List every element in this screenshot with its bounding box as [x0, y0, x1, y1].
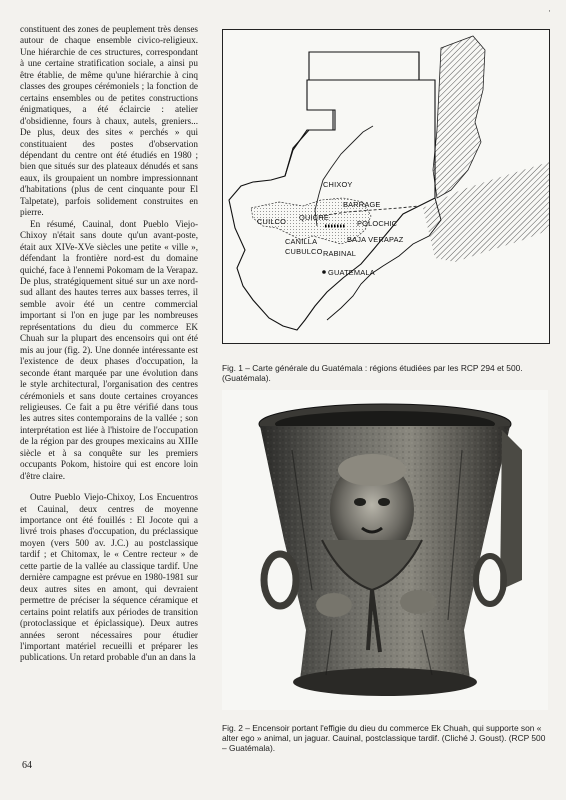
- map-label-canilla: CANILLA: [285, 237, 318, 246]
- map-label-polochic: POLOCHIC: [357, 219, 398, 228]
- guatemala-map: [223, 30, 549, 343]
- figure-1-caption: Fig. 1 – Carte générale du Guatémala : régions étudiées par les RCP 294 et 500. (Guatémala).: [222, 363, 523, 383]
- west-border: [285, 110, 335, 176]
- map-label-baja-verapaz: BAJA VERAPAZ: [347, 235, 404, 244]
- paragraph-3: Outre Pueblo Viejo-Chixoy, Los Encuentros et Cauinal, deux centres de moyenne importance ont été fouillés : El Jocote qui a livré trois phases d'occupation, du préclassique moyen (vers 500 av. J.C.) au postclassique tardif ; et Chitomax, le « Centre recteur » de cette partie de la vallée au classique tardif. Une dernière campagne est prévue en 1980-1981 sur deux autres sites en amont, qui devraient permettre de préciser la séquence céramique et certains point relatifs aux périodes de transition (protoclassique et épiclassique). Deux autres années seront nécessaires pour étudier l'important matériel recueilli et préparer les publications. Un retard probable d'un an dans la: [20, 492, 198, 663]
- margin-mark: ·: [548, 6, 551, 16]
- censer-photo: [222, 390, 548, 710]
- guatemala-city-marker: [322, 270, 326, 274]
- map-figure: [222, 29, 550, 344]
- paragraph-1: constituent des zones de peuplement très denses autour de chaque ensemble civico-religieux. Une hiérarchie de ces structures, correspondant à une certaine stratification sociale, a ainsi pu être établie, de même qu'une hiérarchie à cinq classes des groupes cérémoniels ; la fonction de certains ensembles ou de petites constructions énigmatiques, a été éclaircie : atelier d'obsidienne, fours à chaux, autels, greniers... De plus, deux des sites « perchés » qui constituaient des postes d'observation dépendant du centre ont été étudiés en 1980 ; bien que situés sur des plateaux dénudés et sans eaux, ils groupaient un nombre impressionnant d'habitations (plus de cent cinquante pour El Talpetate), parfois solidement construites en pierre.: [20, 24, 198, 218]
- censer-illustration: [222, 390, 548, 710]
- country-outline: [229, 52, 435, 330]
- map-label-chixoy: CHIXOY: [323, 180, 353, 189]
- north-border: [307, 52, 419, 80]
- map-label-barrage: BARRAGE: [343, 200, 381, 209]
- page-number: 64: [22, 760, 32, 771]
- map-label-cubulco: CUBULCO: [285, 247, 323, 256]
- map-label-rabinal: RABINAL: [323, 249, 357, 258]
- map-label-guatemala: GUATEMALA: [328, 268, 375, 277]
- map-label-quiche: QUICHE: [299, 213, 329, 222]
- map-label-cuilco: CUILCO: [257, 217, 287, 226]
- text-column: [20, 24, 198, 664]
- paragraph-2: En résumé, Cauinal, dont Pueblo Viejo-Chixoy n'était sans doute qu'un avant-poste, était aux XIVe-XVe siècles une petite « ville », défendant la frontière nord-est du domaine quiché, face à l'ennemi Pokomam de la Verapaz. De plus, stratégiquement situé sur un axe nord-sud allant des hautes terres aux basses terres, il semble avoir été un centre commercial important si l'on en juge par les nombreuses représentations du dieu du commerce EK Chuah sur la plupart des encensoirs qui ont été mis au jour (fig. 2). Une donnée intéressante est l'existence de deux phases d'occupation, la seconde étant marquée par une évolution dans le style architectural, l'organisation des centres cérémoniels et sans doute certaines croyances religieuses. Ce fait a pu être vérifié dans tous les autres sites contemporains de la vallée ; son interprétation est liée à l'histoire de l'occupation de la région par des groupes mexicains au XIIIe siècle et à sa conquête sur les premiers occupants Pokom, histoire qui est encore loin d'être claire.: [20, 218, 198, 481]
- belize-hatched-area: [433, 36, 485, 198]
- figure-2-caption: Fig. 2 – Encensoir portant l'effigie du dieu du commerce Ek Chuah, qui supporte son « alter ego » animal, un jaguar. Cauinal, postclassique tardif. (Cliché J. Goust). (RCP 500 – Guatémala).: [222, 723, 546, 753]
